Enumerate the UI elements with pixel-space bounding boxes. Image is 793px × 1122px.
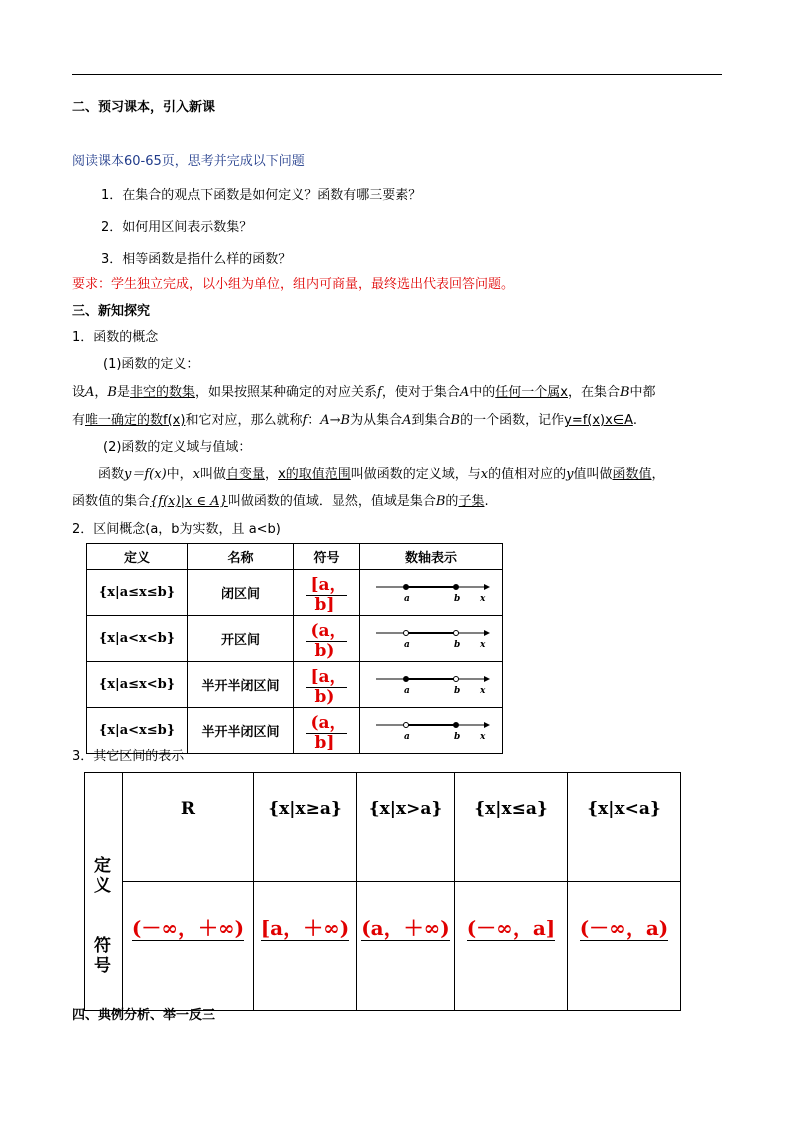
interval-definition: {x|a≤x≤b} xyxy=(87,570,188,616)
table-row xyxy=(87,616,503,662)
axis-label-a: a xyxy=(404,593,410,604)
set-definition: {x|x≥a} xyxy=(254,773,357,882)
axis-label-a: a xyxy=(404,685,410,696)
number-line xyxy=(366,624,496,650)
endpoint-b xyxy=(454,630,459,635)
row-labels-cell xyxy=(85,773,123,1011)
set-definition: {x|x>a} xyxy=(357,773,455,882)
endpoint-b xyxy=(454,676,459,681)
interval-definition: {x|a≤x<b} xyxy=(87,662,188,708)
interval-definition: {x|a<x≤b} xyxy=(87,708,188,754)
axis-label-x: x xyxy=(480,685,486,696)
axis-arrow xyxy=(484,722,490,728)
set-definition: {x|x<a} xyxy=(568,773,681,882)
question-1: 1．在集合的观点下函数是如何定义？函数有哪三要素？ xyxy=(101,188,422,203)
axis-label-x: x xyxy=(480,731,486,742)
interval-symbol: (a， b] xyxy=(294,708,360,754)
set-definition: R xyxy=(123,773,254,882)
other-intervals-table xyxy=(84,772,681,1011)
section4-heading: 四、典例分析、举一反三 xyxy=(72,1008,216,1023)
axis-arrow xyxy=(484,584,490,590)
interval-symbol: [a， b] xyxy=(294,570,360,616)
interval-symbol: (a， b) xyxy=(294,616,360,662)
number-line-cell xyxy=(360,708,503,754)
endpoint-a xyxy=(404,584,409,589)
concept-title: 1．函数的概念 xyxy=(72,330,159,345)
number-line xyxy=(366,716,496,742)
symbol-row-label: 符号 xyxy=(94,935,111,976)
number-line xyxy=(366,670,496,696)
header-definition: 定义 xyxy=(87,544,188,570)
header-name: 名称 xyxy=(188,544,294,570)
number-line-cell xyxy=(360,570,503,616)
interval-name: 半开半闭区间 xyxy=(188,662,294,708)
header-number-line: 数轴表示 xyxy=(360,544,503,570)
axis-label-x: x xyxy=(480,639,486,650)
number-line xyxy=(366,578,496,604)
set-definition: {x|x≤a} xyxy=(455,773,568,882)
interval-table xyxy=(86,543,503,754)
interval-symbol: (－∞，a) xyxy=(568,882,681,1011)
definition-line-1: 设A，B是非空的数集，如果按照某种确定的对应关系f，使对于集合A中的任何一个属x，在集合B中都 xyxy=(72,385,656,400)
endpoint-a xyxy=(404,722,409,727)
number-line-cell xyxy=(360,616,503,662)
domain-subtitle: (2)函数的定义域与值域： xyxy=(103,440,252,455)
interval-symbol: (－∞，a] xyxy=(455,882,568,1011)
section2-heading: 二、预习课本，引入新课 xyxy=(72,100,216,115)
definition-subtitle: (1)函数的定义： xyxy=(103,357,200,372)
axis-label-b: b xyxy=(454,685,461,696)
axis-label-b: b xyxy=(454,593,461,604)
header-symbol: 符号 xyxy=(294,544,360,570)
other-intervals-title: 3．其它区间的表示 xyxy=(72,749,185,764)
endpoint-b xyxy=(454,722,459,727)
axis-label-b: b xyxy=(454,639,461,650)
question-2: 2．如何用区间表示数集？ xyxy=(101,220,253,235)
interval-symbol: (－∞，＋∞) xyxy=(123,882,254,1011)
interval-name: 开区间 xyxy=(188,616,294,662)
axis-label-a: a xyxy=(404,639,410,650)
interval-name: 闭区间 xyxy=(188,570,294,616)
requirement-text: 要求：学生独立完成，以小组为单位，组内可商量，最终选出代表回答问题。 xyxy=(72,277,515,292)
domain-line-2: 函数值的集合{f(x)|x ∈ A}叫做函数的值域．显然，值域是集合B的子集. xyxy=(72,494,489,509)
endpoint-b xyxy=(454,584,459,589)
axis-label-x: x xyxy=(480,593,486,604)
interval-name: 半开半闭区间 xyxy=(188,708,294,754)
definition-row-label: 定义 xyxy=(94,855,111,896)
interval-definition: {x|a<x<b} xyxy=(87,616,188,662)
question-3: 3．相等函数是指什么样的函数？ xyxy=(101,252,292,267)
axis-arrow xyxy=(484,676,490,682)
axis-label-b: b xyxy=(454,731,461,742)
interval-symbol: (a，＋∞) xyxy=(357,882,455,1011)
section2-intro: 阅读课本60-65页，思考并完成以下问题 xyxy=(72,154,305,169)
axis-label-a: a xyxy=(404,731,410,742)
number-line-cell xyxy=(360,662,503,708)
table-row xyxy=(87,662,503,708)
interval-symbol: [a，＋∞) xyxy=(254,882,357,1011)
definition-line-2: 有唯一确定的数f(x)和它对应，那么就称f：A→B为从集合A到集合B的一个函数，记作y=f(x)x∈A. xyxy=(72,413,637,428)
interval-concept-title: 2．区间概念(a，b为实数，且 a<b) xyxy=(72,522,281,537)
endpoint-a xyxy=(404,676,409,681)
axis-arrow xyxy=(484,630,490,636)
table-row xyxy=(87,570,503,616)
domain-line-1: 函数y＝f(x)中，x叫做自变量，x的取值范围叫做函数的定义域，与x的值相对应的y值叫做函数值， xyxy=(98,467,665,482)
top-rule xyxy=(72,74,722,75)
section3-heading: 三、新知探究 xyxy=(72,304,151,319)
interval-symbol: [a， b) xyxy=(294,662,360,708)
endpoint-a xyxy=(404,630,409,635)
